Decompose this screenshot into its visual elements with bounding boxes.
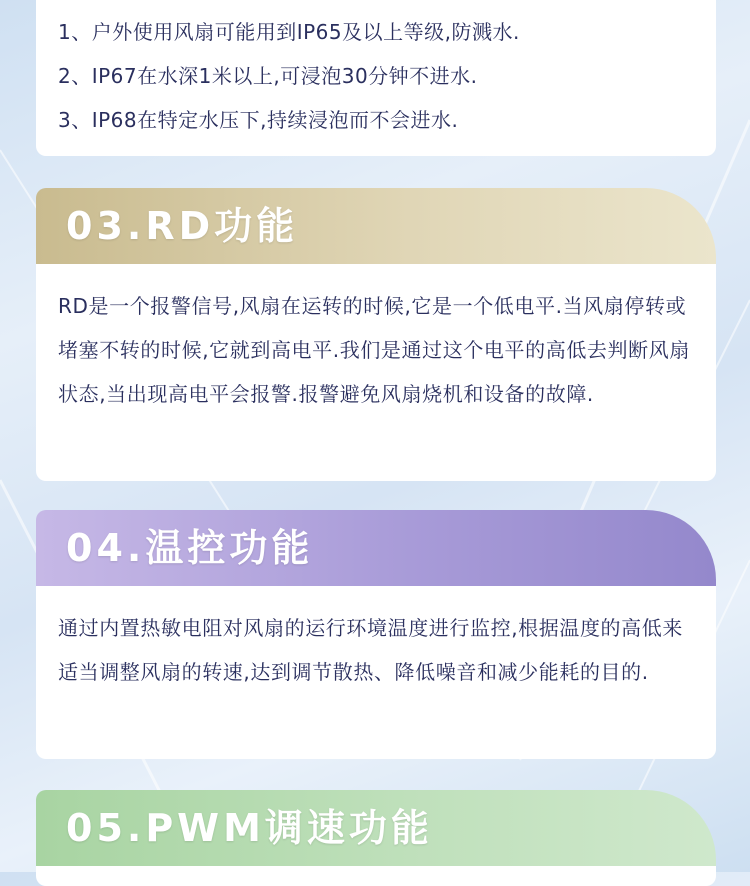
temp-control-header (36, 510, 716, 586)
ip-line-3: 3、IP68在特定水压下,持续浸泡而不会进水. (58, 108, 459, 132)
ip-line-2: 2、IP67在水深1米以上,可浸泡30分钟不进水. (58, 64, 478, 88)
ip-line-1: 1、户外使用风扇可能用到IP65及以上等级,防溅水. (58, 20, 520, 44)
temp-control-description: 通过内置热敏电阻对风扇的运行环境温度进行监控,根据温度的高低来适当调整风扇的转速,达到调节散热、降低噪音和减少能耗的目的. (36, 586, 716, 759)
rd-function-description: RD是一个报警信号,风扇在运转的时候,它是一个低电平.当风扇停转或堵塞不转的时候,它就到高电平.我们是通过这个电平的高低去判断风扇状态,当出现高电平会报警.报警避免风扇烧机和设备的故障. (36, 264, 716, 481)
rd-function-title: 03.RD功能 (66, 204, 299, 248)
pwm-speed-header (36, 790, 716, 866)
rd-function-section (36, 188, 716, 481)
ip-rating-card (36, 0, 716, 156)
temp-control-section (36, 510, 716, 759)
temp-control-title: 04.温控功能 (66, 526, 314, 570)
pwm-speed-title: 05.PWM调速功能 (66, 806, 433, 850)
pwm-speed-body (36, 866, 716, 886)
rd-function-header (36, 188, 716, 264)
